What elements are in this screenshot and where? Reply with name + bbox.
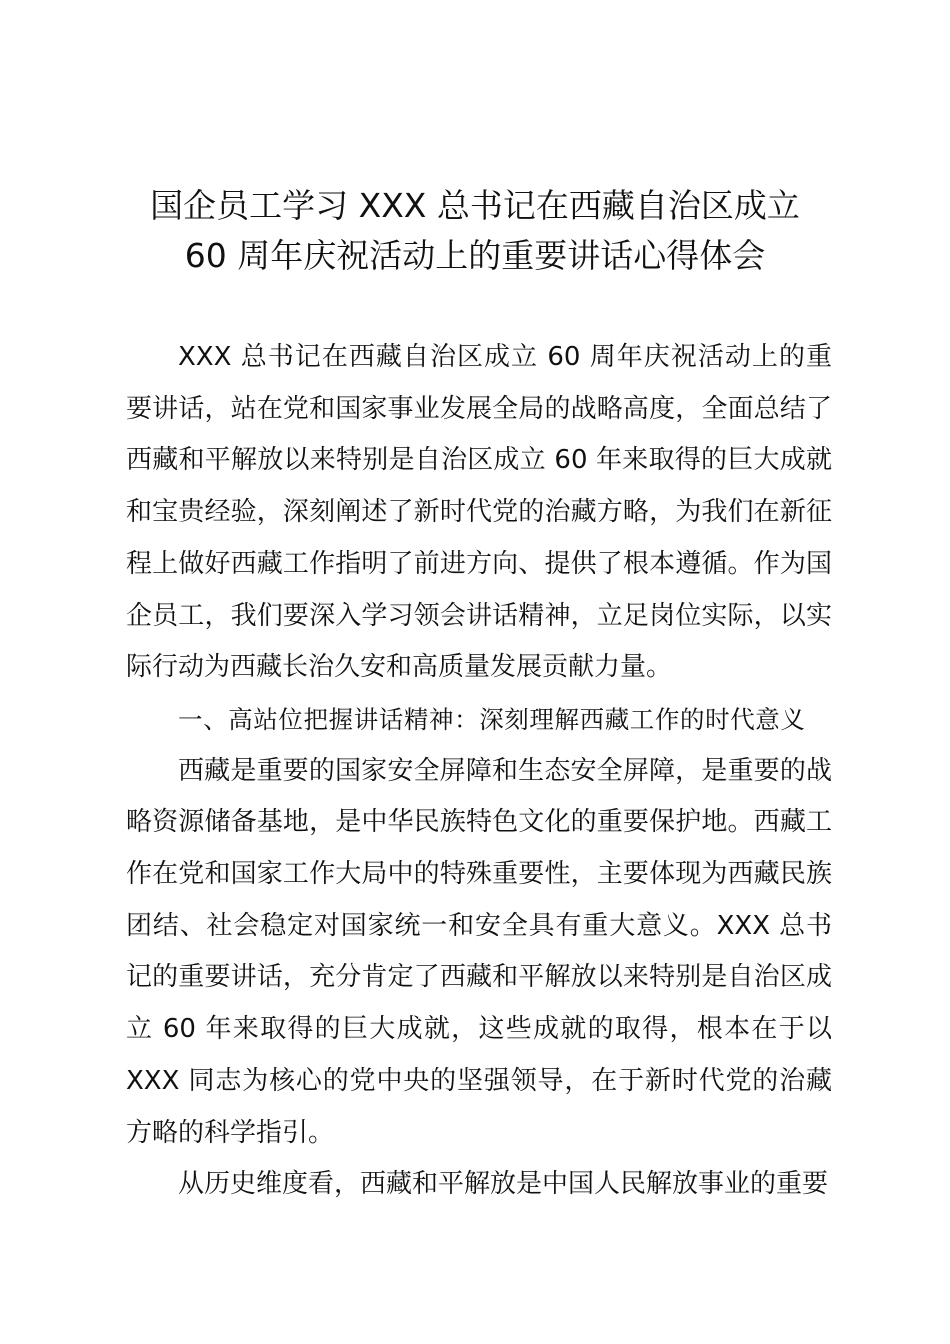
paragraph-intro: XXX 总书记在西藏自治区成立 60 周年庆祝活动上的重要讲话，站在党和国家事业发展全局的战略高度，全面总结了西藏和平解放以来特别是自治区成立 60 年来取得的巨大成就和宝贵经验，深刻阐述了新时代党的治藏方略，为我们在新征程上做好西藏工作指明了前进方向、提供了根本遵循。作为国企员工，我们要深入学习领会讲话精神，立足岗位实际，以实际行动为西藏长治久安和高质量发展贡献力量。 [126,342,832,683]
title-line-2: 60 周年庆祝活动上的重要讲话心得体会 [184,236,766,275]
title-line-1: 国企员工学习 XXX 总书记在西藏自治区成立 [150,186,800,225]
section-heading-1: 一、高站位把握讲话精神：深刻理解西藏工作的时代意义 [178,704,806,734]
paragraph-2: 西藏是重要的国家安全屏障和生态安全屏障，是重要的战略资源储备基地，是中华民族特色文化的重要保护地。西藏工作在党和国家工作大局中的特殊重要性，主要体现为西藏民族团结、社会稳定对国家统一和安全具有重大意义。XXX 总书记的重要讲话，充分肯定了西藏和平解放以来特别是自治区成立 60 年来取得的巨大成就，这些成就的取得，根本在于以 XXX 同志为核心的党中央的坚强领导，在于新时代党的治藏方略的科学指引。 [126,755,832,1148]
paragraph-3: 从历史维度看，西藏和平解放是中国人民解放事业的重要 [178,1169,829,1200]
document-title [120,181,830,281]
document-body [126,332,832,1211]
